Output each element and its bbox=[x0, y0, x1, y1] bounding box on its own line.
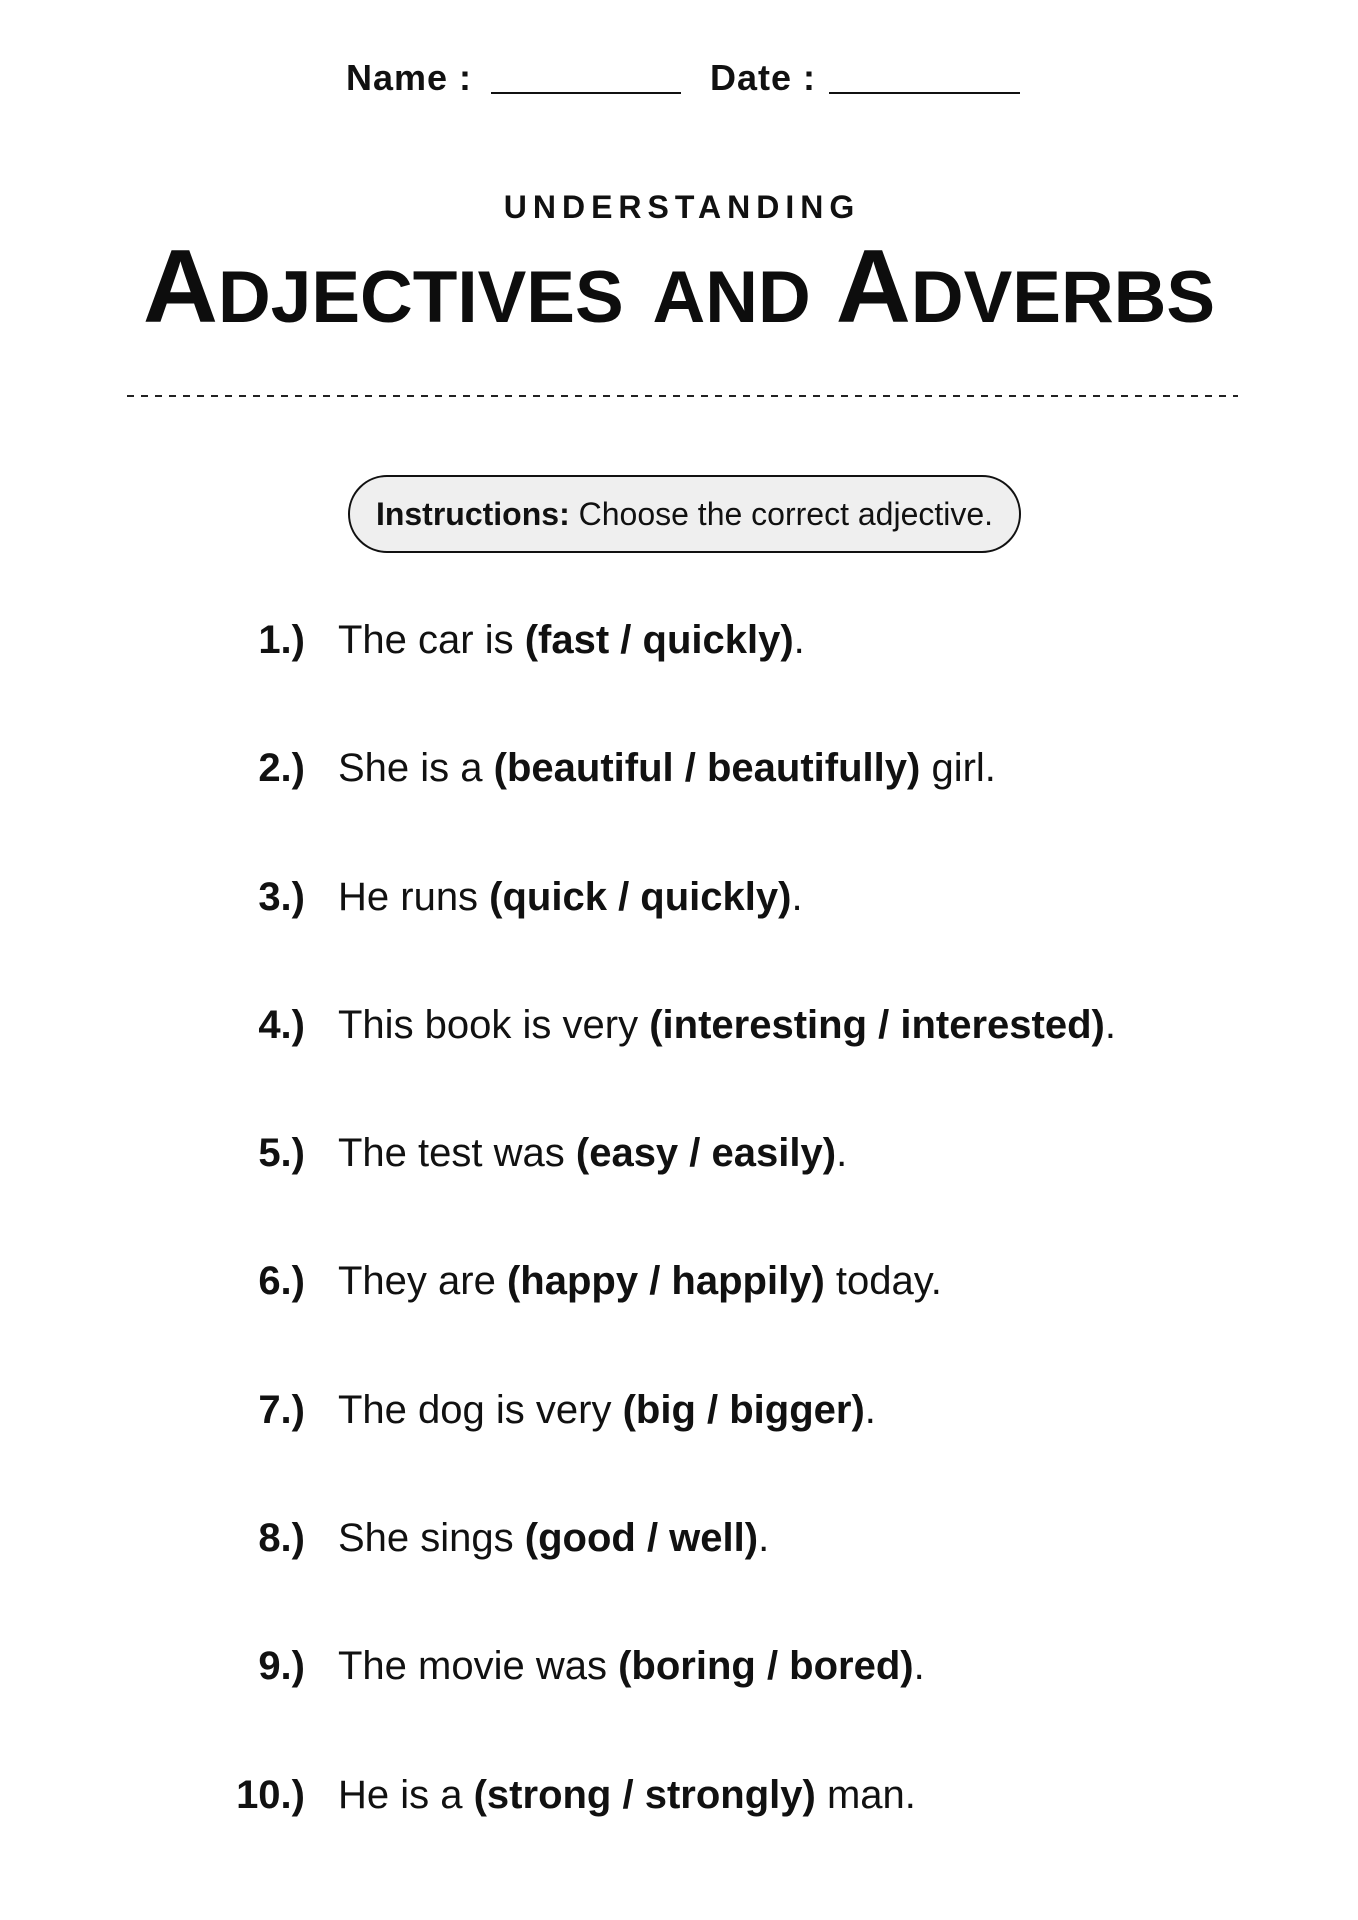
question-sentence bbox=[338, 873, 803, 921]
question-sentence bbox=[338, 744, 996, 792]
question-text-after: . bbox=[913, 1644, 925, 1689]
answer-choices: (big / bigger) bbox=[622, 1387, 865, 1432]
instructions-label: Instructions: bbox=[375, 495, 570, 532]
question-number: 5.) bbox=[258, 1131, 305, 1176]
question-number: 1.) bbox=[258, 618, 305, 662]
question-number: 7.) bbox=[258, 1387, 305, 1432]
dotted-divider bbox=[127, 395, 1238, 397]
question-sentence bbox=[338, 1514, 769, 1562]
question-number: 9.) bbox=[258, 1644, 305, 1689]
question-sentence bbox=[338, 1257, 942, 1305]
question-item bbox=[0, 1129, 1358, 1257]
instructions-text: Choose the correct adjective. bbox=[578, 495, 994, 532]
question-sentence bbox=[338, 1771, 916, 1819]
answer-choices: (quick / quickly) bbox=[489, 874, 792, 919]
question-text-after: . bbox=[791, 874, 803, 919]
question-item bbox=[0, 744, 1358, 872]
question-item bbox=[0, 1514, 1358, 1642]
question-text-before: The movie was bbox=[338, 1644, 619, 1689]
question-text-after: today. bbox=[824, 1259, 942, 1304]
question-item bbox=[0, 873, 1358, 1001]
question-sentence bbox=[338, 616, 805, 664]
question-text-before: The test was bbox=[338, 1131, 576, 1176]
question-item bbox=[0, 1771, 1358, 1899]
question-item bbox=[0, 1257, 1358, 1385]
question-number: 10.) bbox=[236, 1772, 305, 1817]
page-title: Adjectives and Adverbs bbox=[142, 229, 1216, 345]
question-item bbox=[0, 1386, 1358, 1514]
question-sentence bbox=[338, 1129, 847, 1177]
title-kicker: UNDERSTANDING bbox=[503, 189, 861, 225]
instructions-box bbox=[348, 475, 1021, 553]
date-blank-line bbox=[829, 92, 1020, 94]
answer-choices: (strong / strongly) bbox=[473, 1772, 816, 1817]
question-number: 2.) bbox=[258, 746, 305, 791]
name-label: Name : bbox=[346, 57, 473, 98]
answer-choices: (interesting / interested) bbox=[649, 1002, 1105, 1047]
answer-choices: (easy / easily) bbox=[575, 1131, 837, 1176]
question-number: 6.) bbox=[258, 1259, 305, 1304]
question-text-before: The car is bbox=[338, 618, 525, 662]
question-text-after: . bbox=[864, 1387, 876, 1432]
question-text-after: girl. bbox=[920, 746, 996, 791]
question-text-before: He runs bbox=[338, 874, 490, 919]
question-number: 8.) bbox=[258, 1516, 305, 1561]
answer-choices: (boring / bored) bbox=[618, 1644, 914, 1689]
question-text-after: . bbox=[758, 1516, 770, 1561]
question-item bbox=[0, 1001, 1358, 1129]
question-text-before: She sings bbox=[338, 1516, 525, 1561]
answer-choices: (fast / quickly) bbox=[524, 618, 794, 662]
question-text-before: The dog is very bbox=[338, 1387, 623, 1432]
question-text-after: . bbox=[1104, 1002, 1116, 1047]
question-text-after: man. bbox=[815, 1772, 916, 1817]
name-blank-line bbox=[491, 92, 681, 94]
question-sentence bbox=[338, 1642, 925, 1690]
answer-choices: (good / well) bbox=[524, 1516, 759, 1561]
question-text-before: They are bbox=[338, 1259, 507, 1304]
question-list bbox=[0, 616, 1358, 1899]
answer-choices: (beautiful / beautifully) bbox=[493, 746, 921, 791]
question-sentence bbox=[338, 1001, 1116, 1049]
question-item bbox=[0, 1642, 1358, 1770]
answer-choices: (happy / happily) bbox=[506, 1259, 825, 1304]
question-item bbox=[0, 616, 1358, 744]
question-text-after: . bbox=[836, 1131, 848, 1176]
question-text-before: This book is very bbox=[338, 1002, 650, 1047]
question-sentence bbox=[338, 1386, 876, 1434]
question-number: 4.) bbox=[258, 1002, 305, 1047]
date-label: Date : bbox=[710, 57, 817, 98]
question-text-after: . bbox=[793, 618, 805, 662]
question-text-before: She is a bbox=[338, 746, 494, 791]
question-number: 3.) bbox=[258, 874, 305, 919]
question-text-before: He is a bbox=[338, 1772, 474, 1817]
